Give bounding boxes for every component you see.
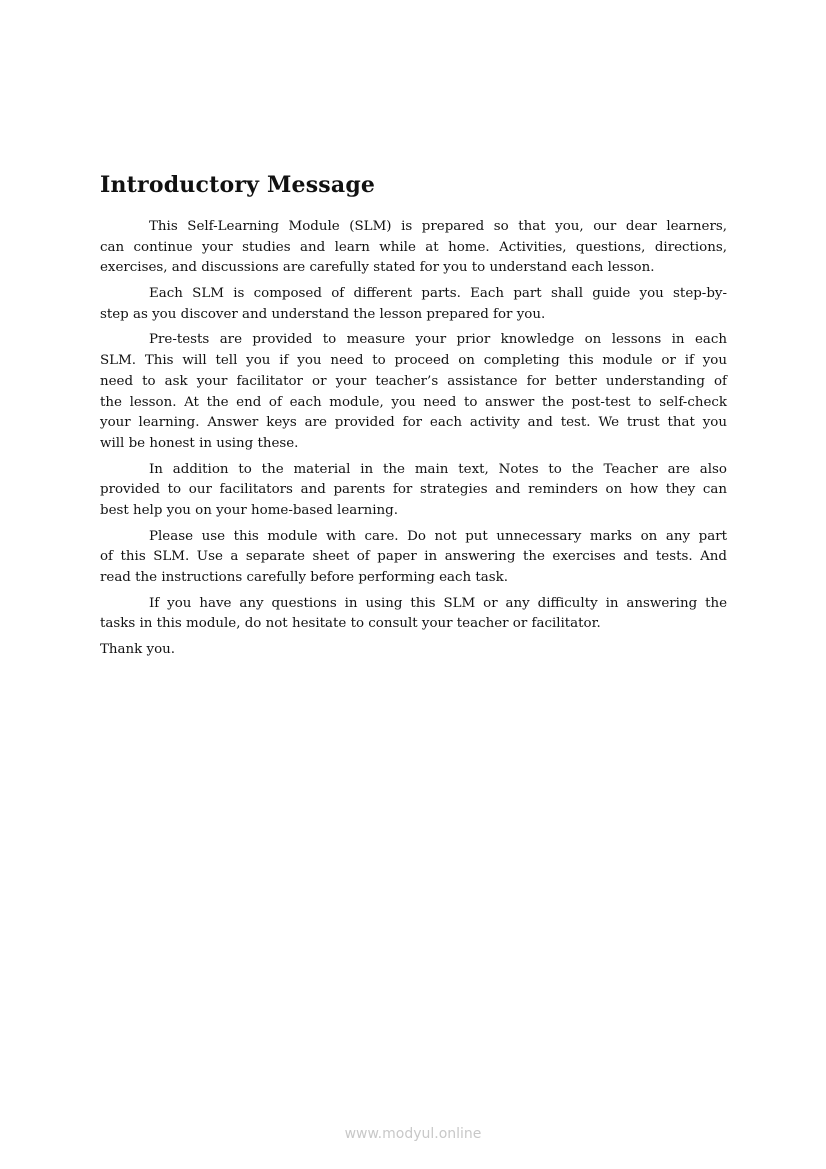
text-line: Thank you. [100,642,176,658]
paragraph [100,640,727,661]
text-line: can continue your studies and learn while at home. Activities, questions, directions, [100,239,727,255]
text-line: step as you discover and understand the lesson prepared for you. [100,306,546,322]
text-line: best help you on your home-based learning. [100,502,398,518]
document-page [100,170,727,666]
page-title: Introductory Message [100,172,376,198]
text-line: If you have any questions in using this SLM or any difficulty in answering the [149,595,727,611]
text-line: In addition to the material in the main text, Notes to the Teacher are also [149,461,727,477]
paragraph [100,527,727,589]
text-line: will be honest in using these. [100,435,299,451]
text-line: of this SLM. Use a separate sheet of paper in answering the exercises and tests. And [100,549,727,565]
watermark: www.modyul.online [344,1126,482,1142]
text-line: read the instructions carefully before performing each task. [100,570,509,585]
text-line: the lesson. At the end of each module, you need to answer the post-test to self-check [100,394,727,410]
text-line: Pre-tests are provided to measure your prior knowledge on lessons in each [149,332,727,348]
paragraph [100,460,727,522]
text-line: This Self-Learning Module (SLM) is prepared so that you, our dear learners, [149,219,727,234]
paragraph [100,284,727,325]
text-line: SLM. This will tell you if you need to proceed on completing this module or if you [100,353,727,369]
text-line: provided to our facilitators and parents for strategies and reminders on how they can [100,482,727,498]
paragraph [100,594,727,635]
text-line: Each SLM is composed of different parts. Each part shall guide you step-by- [149,286,727,302]
text-line: Please use this module with care. Do not put unnecessary marks on any part [149,528,727,544]
text-line: tasks in this module, do not hesitate to consult your teacher or facilitator. [100,616,601,632]
text-line: need to ask your facilitator or your teacher’s assistance for better understanding of [100,373,727,389]
paragraph [100,330,727,454]
paragraph [100,217,727,279]
text-line: exercises, and discussions are carefully stated for you to understand each lesson. [100,260,655,276]
text-line: your learning. Answer keys are provided for each activity and test. We trust that you [100,415,727,431]
document-body [100,217,727,661]
